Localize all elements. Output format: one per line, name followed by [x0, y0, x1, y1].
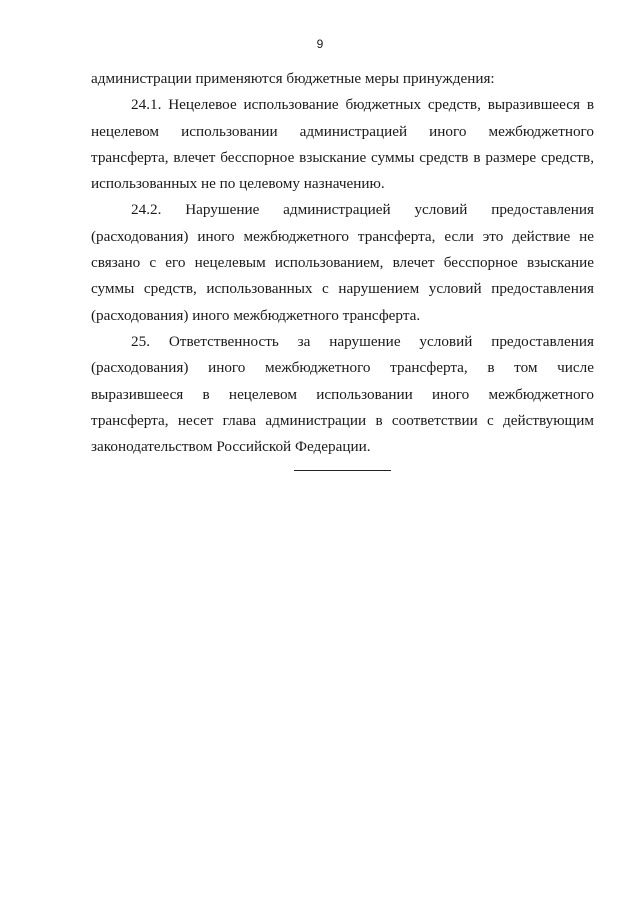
paragraph-24-2: 24.2. Нарушение администрацией условий предоставления (расходования) иного межбюджетного трансферта, если это действие не связано с его нецелевым использованием, влечет бесспорное взыскание суммы средств, использованных с нарушением условий предоставления (расходования) иного межбюджетного трансферта.: [91, 201, 594, 324]
paragraph-24-1: 24.1. Нецелевое использование бюджетных средств, выразившееся в нецелевом использовании администрацией иного межбюджетного трансферта, влечет бесспорное взыскание суммы средств в размере средств, использованных не по целевому назначению.: [91, 96, 594, 193]
document-body: [91, 66, 594, 460]
page-number: 9: [316, 37, 324, 51]
end-of-document-rule: [294, 470, 391, 471]
paragraph-continuation: администрации применяются бюджетные меры принуждения:: [91, 70, 495, 87]
paragraph-25: 25. Ответственность за нарушение условий предоставления (расходования) иного межбюджетного трансферта, в том числе выразившееся в нецелевом использовании иного межбюджетного трансферта, несет глава администрации в соответствии с действующим законодательством Российской Федерации.: [91, 332, 594, 456]
